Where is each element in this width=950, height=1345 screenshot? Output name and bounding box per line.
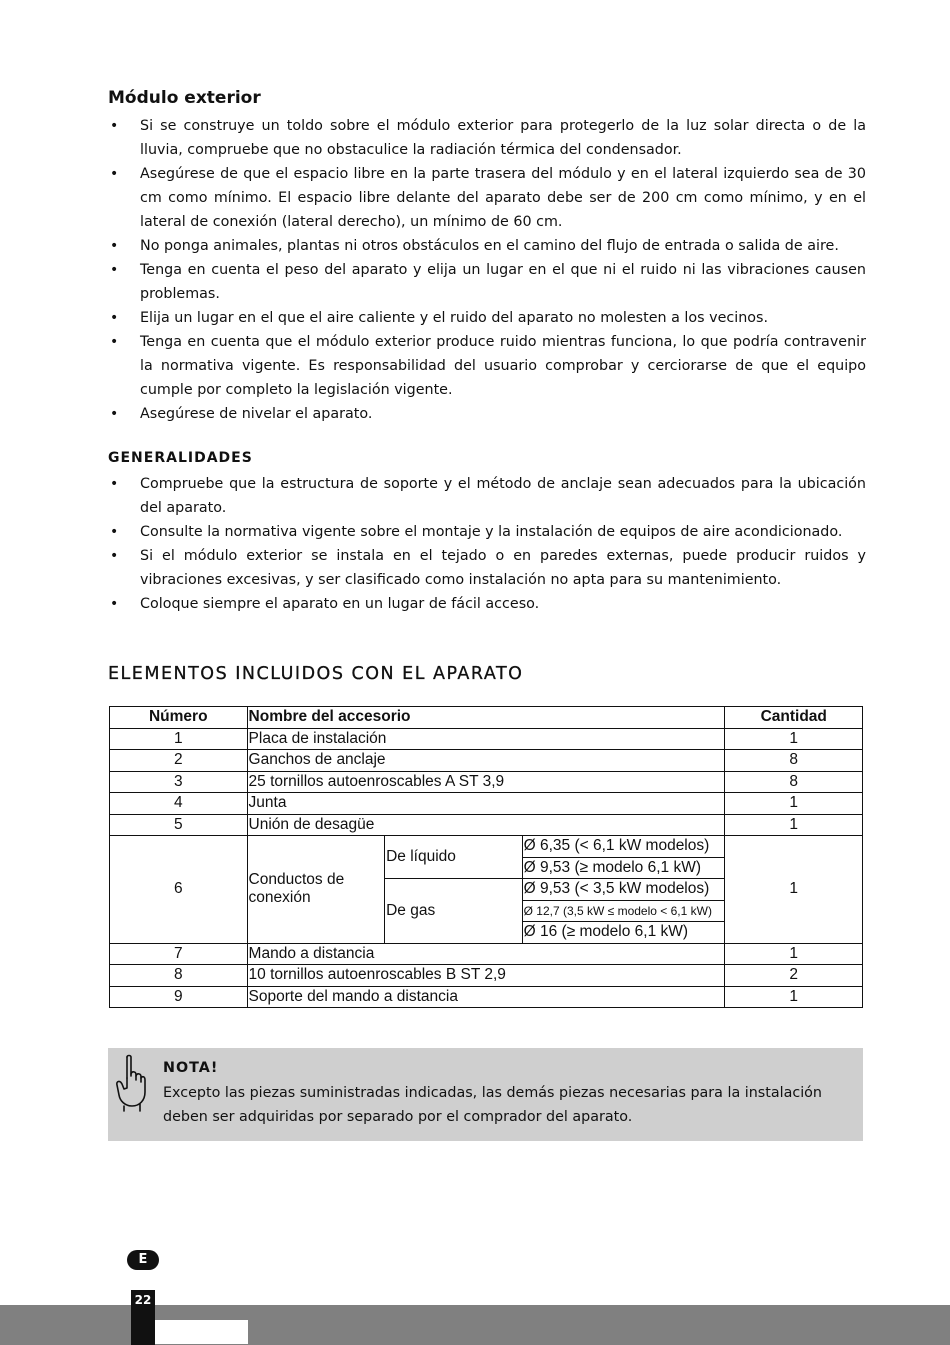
cell-num: 5 [110,814,248,836]
cell-qty: 1 [725,728,863,750]
section-title-modulo-exterior: Módulo exterior [108,88,261,108]
table-row [110,728,863,750]
cell-qty: 2 [725,965,863,987]
section-title-elementos: ELEMENTOS INCLUIDOS CON EL APARATO [108,664,524,684]
list-item: • Elija un lugar en el que el aire caliente y el ruido del aparato no molesten a los vecinos. [108,306,866,330]
list-item: • Si el módulo exterior se instala en el tejado o en paredes externas, puede producir ruidos y vibraciones excesivas, y ser clasificado como instalación no apta para su mantenimiento. [108,544,866,592]
cell-spec: Ø 9,53 (≥ modelo 6,1 kW) [522,857,725,879]
cell-num: 7 [110,943,248,965]
table-row-conductos [110,836,863,858]
cell-num: 4 [110,793,248,815]
cell-name: Placa de instalación [247,728,725,750]
header-nombre: Nombre del accesorio [247,707,725,729]
cell-spec: Ø 16 (≥ modelo 6,1 kW) [522,922,725,944]
list-item: • No ponga animales, plantas ni otros obstáculos en el camino del flujo de entrada o salida de aire. [108,234,866,258]
table-row [110,986,863,1008]
cell-name: Soporte del mando a distancia [247,986,725,1008]
cell-num: 9 [110,986,248,1008]
cell-spec: Ø 12,7 (3,5 kW ≤ modelo < 6,1 kW) [522,900,725,922]
cell-liquido-label: De líquido [385,836,523,879]
list-item: • Tenga en cuenta que el módulo exterior produce ruido mientras funciona, lo que podría contravenir la normativa vigente. Es responsabilidad del usuario comprobar y cerciorarse de que el equipo cumple por completo la legislación vigente. [108,330,866,402]
cell-spec: Ø 9,53 (< 3,5 kW modelos) [522,879,725,901]
cell-num: 6 [110,836,248,944]
list-item: • Asegúrese de que el espacio libre en la parte trasera del módulo y en el lateral izquierdo sea de 30 cm como mínimo. El espacio libre delante del aparato debe ser de 200 cm como mínimo, y en el lateral de conexión (lateral derecho), un mínimo de 60 cm. [108,162,866,234]
table-row [110,750,863,772]
list-item: • Compruebe que la estructura de soporte y el método de anclaje sean adecuados para la ubicación del aparato. [108,472,866,520]
cell-name: Conductos de conexión [247,836,385,944]
note-title: NOTA! [163,1060,219,1076]
list-item: • Asegúrese de nivelar el aparato. [108,402,866,426]
cell-qty: 1 [725,986,863,1008]
generalidades-list [108,472,866,616]
section-title-generalidades: GENERALIDADES [108,450,253,466]
cell-num: 2 [110,750,248,772]
table-row [110,771,863,793]
header-cantidad: Cantidad [725,707,863,729]
table-row [110,943,863,965]
language-badge: E [127,1250,159,1270]
pointing-hand-icon [114,1054,148,1112]
list-item: • Si se construye un toldo sobre el módulo exterior para protegerlo de la luz solar directa o de la lluvia, compruebe que no obstaculice la radiación térmica del condensador. [108,114,866,162]
list-item: • Consulte la normativa vigente sobre el montaje y la instalación de equipos de aire acondicionado. [108,520,866,544]
cell-qty: 1 [725,943,863,965]
cell-qty: 1 [725,793,863,815]
cell-num: 1 [110,728,248,750]
cell-name: Mando a distancia [247,943,725,965]
cell-qty: 8 [725,750,863,772]
cell-name: Junta [247,793,725,815]
cell-name: Unión de desagüe [247,814,725,836]
cell-name: 25 tornillos autoenroscables A ST 3,9 [247,771,725,793]
header-numero: Número [110,707,248,729]
cell-qty: 1 [725,836,863,944]
modulo-exterior-list [108,114,866,426]
table-row [110,965,863,987]
note-text: Excepto las piezas suministradas indicadas, las demás piezas necesarias para la instalación deben ser adquiridas por separado por el comprador del aparato. [163,1085,822,1125]
accessories-table [109,706,863,1008]
cell-num: 3 [110,771,248,793]
list-item: • Coloque siempre el aparato en un lugar de fácil acceso. [108,592,866,616]
cell-gas-label: De gas [385,879,523,944]
table-row [110,793,863,815]
cell-name: Ganchos de anclaje [247,750,725,772]
footer-strip [155,1320,248,1344]
cell-qty: 8 [725,771,863,793]
page-number: 22 [131,1290,155,1345]
table-row [110,814,863,836]
page-content [108,88,866,1008]
note-box [108,1048,863,1141]
table-header-row [110,707,863,729]
cell-num: 8 [110,965,248,987]
list-item: • Tenga en cuenta el peso del aparato y elija un lugar en el que ni el ruido ni las vibraciones causen problemas. [108,258,866,306]
cell-qty: 1 [725,814,863,836]
cell-spec: Ø 6,35 (< 6,1 kW modelos) [522,836,725,858]
cell-name: 10 tornillos autoenroscables B ST 2,9 [247,965,725,987]
